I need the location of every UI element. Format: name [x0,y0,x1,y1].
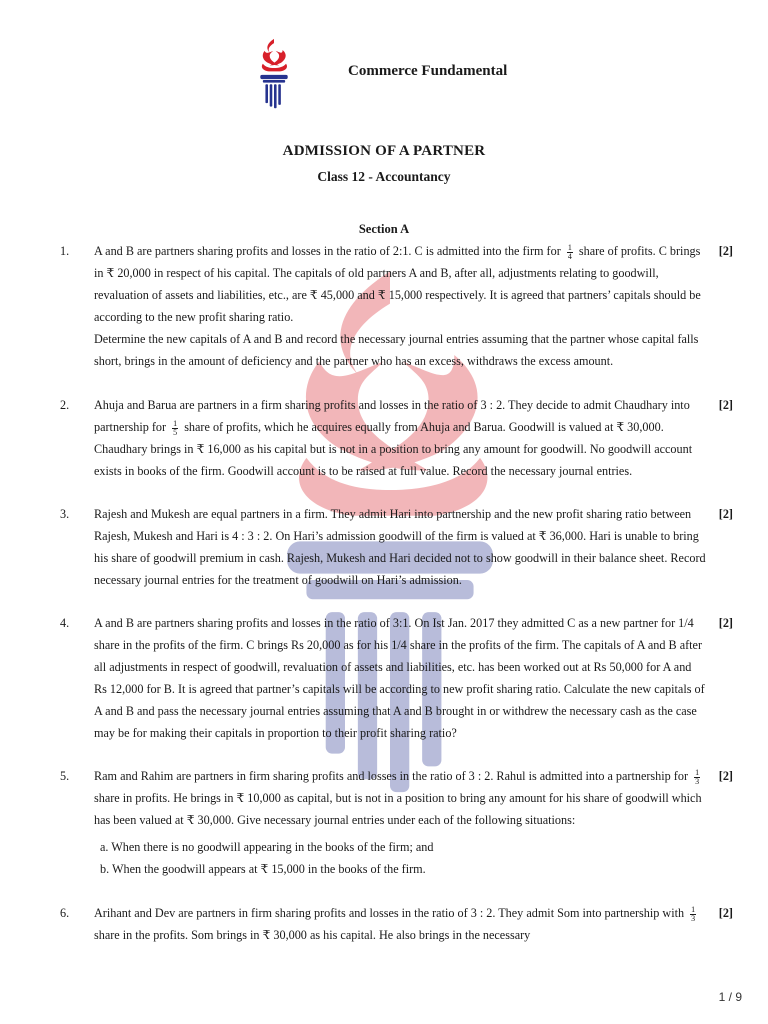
section-heading: Section A [358,222,410,236]
flame-pillar-logo [253,38,295,110]
sub-question-a: a. When there is no goodwill appearing in the books of the firm; and [100,839,434,854]
question-text-part: A and B are partners sharing profits and losses in the ratio of 2:1. C is admitted into the firm for [94,244,561,258]
fraction-numerator: 1 [567,242,572,252]
fraction [567,244,573,261]
marks-badge: [2] [718,906,733,920]
question-text: Rajesh and Mukesh are equal partners in a firm. They admit Hari into partnership and the new profit sharing ratio between Rajesh, Mukesh and Hari is 4 : 3 : 2. On Hari’s admission goodwill of the firm is valued at ₹ 36,000. Hari is unable to bring his share of goodwill premium in cash. Rajesh, Mukesh and Hari decided not to show goodwill in their balance sheet. Record necessary journal entries for the treatment of goodwill on Hari’s admission. [94,507,706,587]
question-text-part: share in the profits. Som brings in ₹ 30,000 as his capital. He also brings in the necessary [94,927,531,942]
marks-badge: [2] [718,616,733,630]
question-text [94,395,707,483]
sub-question-list [100,836,707,880]
fraction-denominator: 3 [695,776,700,786]
fraction [690,906,696,923]
question-text-part: Arihant and Dev are partners in firm sharing profits and losses in the ratio of 3 : 2. They admit Som into partnership with [94,906,685,920]
question-paragraph: Determine the new capitals of A and B and record the necessary journal entries assuming that the partner whose capital falls short, brings in the amount of deficiency and the partner who has an excess, withdraws the excess amount. [94,331,699,368]
marks-badge: [2] [718,244,733,258]
document-subtitle: Class 12 - Accountancy [317,169,451,184]
question-text [94,903,707,947]
marks-badge: [2] [718,769,733,783]
question-number: 1. [60,244,70,258]
question-number: 5. [60,769,70,783]
fraction-numerator: 1 [695,767,700,777]
question-number: 2. [60,398,70,412]
question-text [94,241,707,372]
fraction-denominator: 5 [173,427,178,437]
question-text: A and B are partners sharing profits and losses in the ratio of 3:1. On Ist Jan. 2017 they admitted C as a new partner for 1/4 share in the profits of the firm. C brings Rs 20,000 as for his 1/4 share in the profits of the firm. The capitals of A and B after all adjustments in respect of goodwill, revaluation of assets and liabilities, etc. has been worked out at Rs 50,000 for A and Rs 12,000 for B. It is agreed that partner’s capitals will be according to new profit sharing ratio. Calculate the new capitals of A and B and pass the necessary journal entries assuming that A and B brought in or withdrew the necessary cash as the case may be for making their capitals in proportion to their profit sharing ratio? [94,616,705,740]
marks-badge: [2] [718,398,733,412]
question-text-part: Ahuja and Barua are partners in a firm sharing profits and losses in the ratio of 3 : 2. They decide to admit Chaudhary into partnership for [94,398,690,434]
question-text-part: Ram and Rahim are partners in firm sharing profits and losses in the ratio of 3 : 2. Rahul is admitted into a partnership for [94,769,689,783]
document-title: ADMISSION OF A PARTNER [282,143,486,159]
sub-question-b: b. When the goodwill appears at ₹ 15,000 in the books of the firm. [100,861,426,876]
question-text-part: share in profits. He brings in ₹ 10,000 as capital, but is not in a position to bring any amount for his share of goodwill which has been valued at ₹ 30,000. Give necessary journal entries under each of the following situations: [94,790,702,827]
question-number: 4. [60,616,70,630]
question-text-part: share of profits. C brings in ₹ 20,000 in respect of his capital. The capitals of old partners A and B, after all, adjustments relating to goodwill, revaluation of assets and liabilities, etc., are ₹ 45,000 and ₹ 15,000 respectively. It is agreed that partners’ capitals should be according to the new profit sharing ratio. [94,244,701,324]
fraction [172,420,178,437]
fraction-denominator: 4 [567,251,572,261]
question-text [94,766,707,880]
question-number: 6. [60,906,70,920]
question-text-part: share of profits, which he acquires equally from Ahuja and Barua. Goodwill is valued at ₹ 30,000. Chaudhary brings in ₹ 16,000 as his capital but is not in a position to bring any amount for goodwill. No goodwill account exists in books of the firm. Goodwill account is to be raised at full value. Record the necessary journal entries. [94,419,693,478]
fraction-numerator: 1 [173,418,178,428]
fraction-denominator: 3 [691,913,696,923]
question-number: 3. [60,507,70,521]
brand-name: Commerce Fundamental [348,63,508,79]
fraction-numerator: 1 [691,904,696,914]
page-number: 1 / 9 [718,990,742,1004]
marks-badge: [2] [718,507,733,521]
fraction [694,769,700,786]
